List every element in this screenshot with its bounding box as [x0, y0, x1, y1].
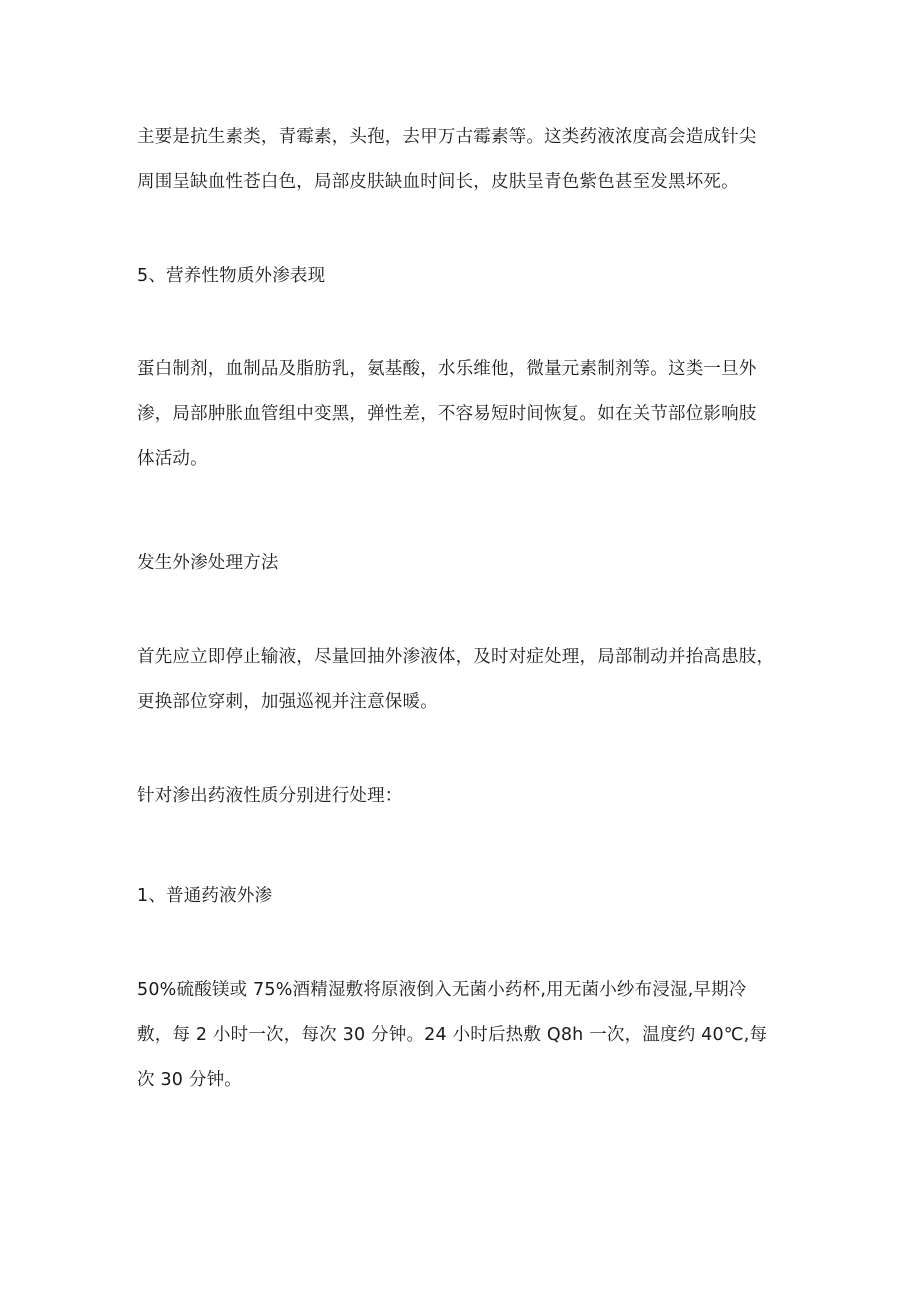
- text-line: 首先应立即停止输液，尽量回抽外渗液体，及时对症处理，局部制动并抬高患肢，: [137, 647, 775, 667]
- text-line: 更换部位穿刺，加强巡视并注意保暖。: [137, 692, 438, 712]
- text-line: 蛋白制剂，血制品及脂肪乳，氨基酸，水乐维他，微量元素制剂等。这类一旦外: [137, 359, 757, 379]
- heading-text: 1、普通药液外渗: [137, 886, 273, 906]
- heading-nutritional-extravasation: [137, 254, 787, 299]
- heading-common-drug-extravasation: [137, 874, 787, 919]
- heading-treatment-methods: [137, 541, 787, 586]
- text-line: 敷，每 2 小时一次，每次 30 分钟。24 小时后热敷 Q8h 一次，温度约 40℃,每: [137, 1025, 768, 1045]
- paragraph-nutritional-extravasation: [137, 347, 787, 482]
- text-line: 周围呈缺血性苍白色，局部皮肤缺血时间长，皮肤呈青色紫色甚至发黑坏死。: [137, 172, 739, 192]
- paragraph-initial-treatment: [137, 635, 787, 725]
- text-line: 主要是抗生素类，青霉素，头孢，去甲万古霉素等。这类药液浓度高会造成针尖: [137, 127, 757, 147]
- text-line: 渗，局部肿胀血管组中变黑，弹性差，不容易短时间恢复。如在关节部位影响肢: [137, 404, 757, 424]
- text-line: 50%硫酸镁或 75%酒精湿敷将原液倒入无菌小药杯,用无菌小纱布浸湿,早期冷: [137, 980, 747, 1000]
- paragraph-antibiotics-extravasation: [137, 115, 787, 205]
- heading-text: 发生外渗处理方法: [137, 553, 279, 573]
- paragraph-treatment-by-type: [137, 774, 787, 819]
- paragraph-common-drug-treatment: [137, 968, 787, 1103]
- text-line: 体活动。: [137, 449, 208, 469]
- text-line: 次 30 分钟。: [137, 1070, 242, 1090]
- text-line: 针对渗出药液性质分别进行处理：: [137, 786, 403, 806]
- heading-text: 5、营养性物质外渗表现: [137, 266, 326, 286]
